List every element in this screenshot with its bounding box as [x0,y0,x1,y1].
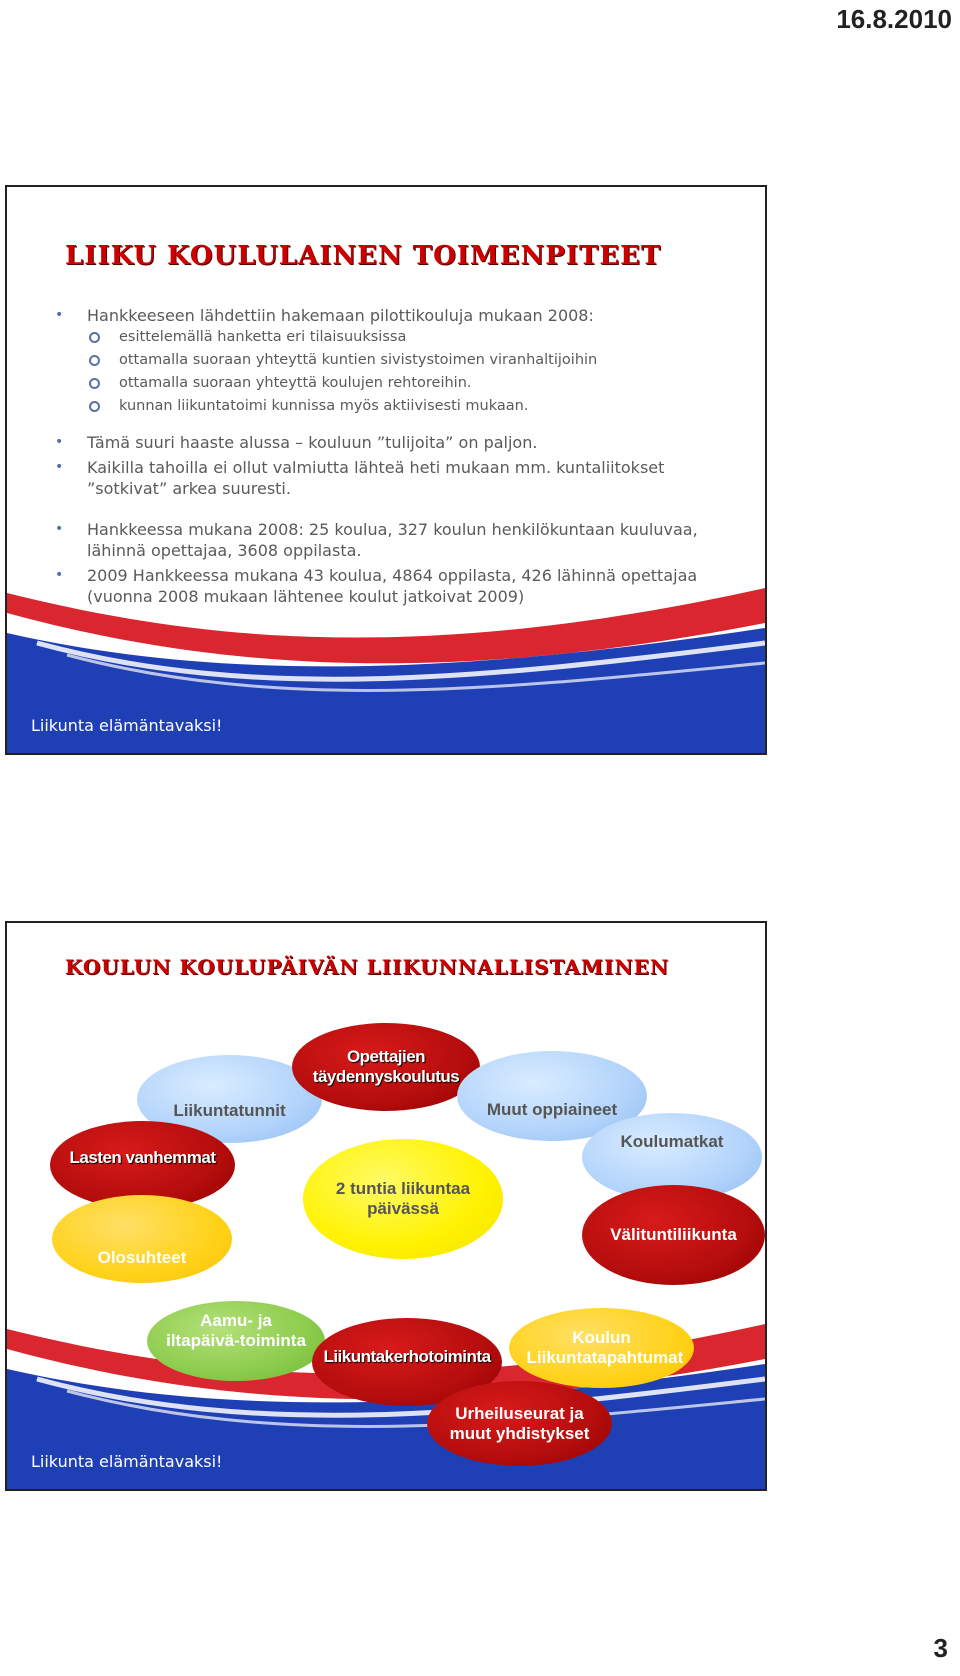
node-valituntiliikunta: Välituntiliikunta [582,1185,765,1285]
node-2-tuntia-liikuntaa: 2 tuntia liikuntaa päivässä [303,1139,503,1259]
bullet-dot-icon: • [55,521,64,537]
sub-item-text: kunnan liikuntatoimi kunnissa myös aktiivisesti mukaan. [119,398,529,414]
slide-title: LIIKU KOULULAINEN TOIMENPITEET [65,241,662,271]
slide-content [55,305,745,607]
bullet-text: Tämä suuri haaste alussa – kouluun ”tulijoita” on paljon. [87,433,538,452]
bullet-dot-icon: • [55,459,64,475]
bullet-text: Hankkeeseen lähdettiin hakemaan pilottikouluja mukaan 2008: [87,306,594,325]
page-number: 3 [933,1633,948,1663]
ring-bullet-icon [89,401,100,412]
slide-toimenpiteet [5,185,767,755]
slide-footer: Liikunta elämäntavaksi! [31,1452,223,1471]
node-liikuntatunnit: Liikuntatunnit [137,1055,322,1143]
ring-bullet-icon [89,378,100,389]
bullet-text: Kaikilla tahoilla ei ollut valmiutta lähteä heti mukaan mm. kuntaliitokset ”sotkivat” arkea suuresti. [87,458,665,498]
ring-bullet-icon [89,355,100,366]
bullet-dot-icon: • [55,434,64,450]
bullet-text: Hankkeessa mukana 2008: 25 koulua, 327 koulun henkilökuntaan kuuluvaa, lähinnä opettajaa, 3608 oppilasta. [87,520,698,560]
bullet-item [55,305,745,326]
sub-item [55,395,745,418]
bullet-item [55,457,745,499]
slide-liikunnallistaminen [5,921,767,1491]
node-olosuhteet: Olosuhteet [52,1195,232,1283]
bullet-dot-icon: • [55,567,64,583]
bullet-text: 2009 Hankkeessa mukana 43 koulua, 4864 oppilasta, 426 lähinnä opettajaa (vuonna 2008 mukaan lähtenee koulut jatkoivat 2009) [87,566,698,606]
bullet-item [55,432,745,453]
sub-item-text: ottamalla suoraan yhteyttä koulujen rehtoreihin. [119,375,472,391]
node-urheiluseurat: Urheiluseurat ja muut yhdistykset [427,1381,612,1466]
page-date: 16.8.2010 [836,4,952,34]
node-lasten-vanhemmat: Lasten vanhemmat [50,1121,235,1209]
ring-bullet-icon [89,332,100,343]
node-koulun-liikuntatapahtumat: Koulun Liikuntatapahtumat [509,1308,694,1388]
bullet-item [55,519,745,561]
node-aamu-ja-iltapaivatoiminta: Aamu- ja iltapäivä-toiminta [147,1301,325,1381]
slide-title: KOULUN KOULUPÄIVÄN LIIKUNNALLISTAMINEN [65,955,670,979]
node-opettajien-taydennyskoulutus: Opettajien täydennyskoulutus [292,1023,480,1111]
bullet-dot-icon: • [55,307,64,323]
sub-item [55,349,745,372]
node-liikuntakerhotoiminta: Liikuntakerhotoiminta [312,1318,502,1406]
slide-footer: Liikunta elämäntavaksi! [31,716,223,735]
node-koulumatkat: Koulumatkat [582,1113,762,1201]
sub-item [55,372,745,395]
sub-item [55,326,745,349]
sub-item-text: esittelemällä hanketta eri tilaisuuksissa [119,329,407,345]
node-muut-oppiaineet: Muut oppiaineet [457,1051,647,1141]
sub-item-text: ottamalla suoraan yhteyttä kuntien sivistystoimen viranhaltijoihin [119,352,598,368]
